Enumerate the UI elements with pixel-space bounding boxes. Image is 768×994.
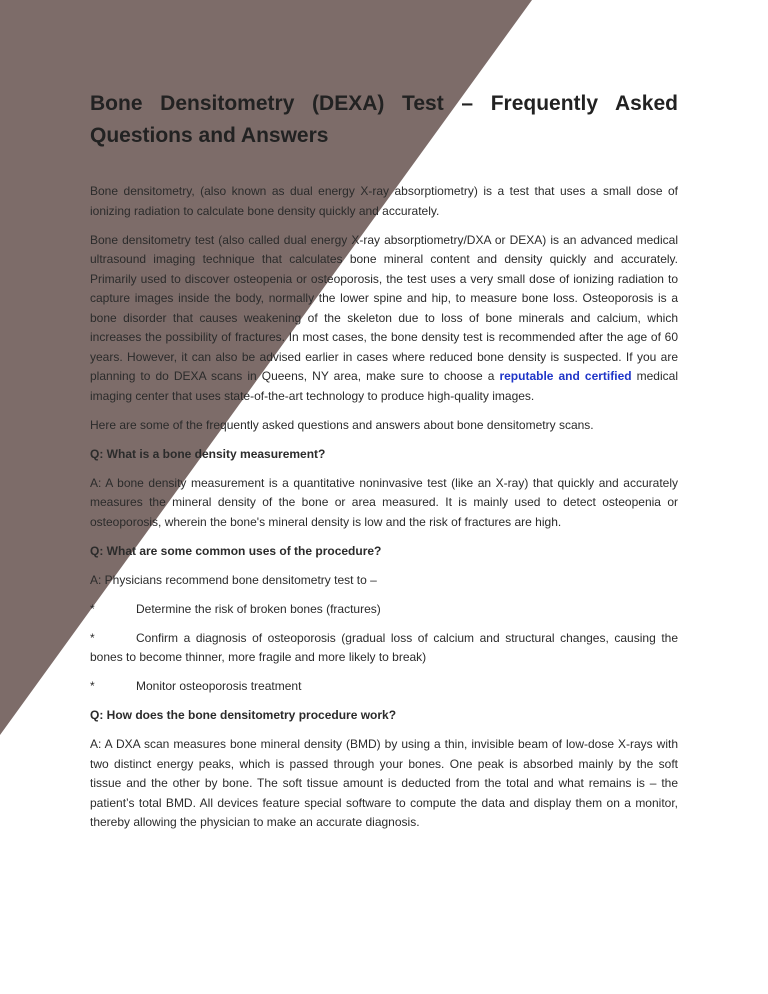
reputable-certified-link[interactable]: reputable and certified	[499, 369, 632, 383]
document-body	[90, 88, 678, 842]
answer-2: A: Physicians recommend bone densitometry test to –	[90, 572, 377, 587]
question-2: Q: What are some common uses of the procedure?	[90, 543, 382, 558]
overview-paragraph	[90, 231, 678, 407]
faq-intro-paragraph: Here are some of the frequently asked questions and answers about bone densitometry scans.	[90, 417, 594, 432]
bullet-marker: *	[90, 630, 95, 645]
bullet-item	[90, 677, 678, 697]
bullet-marker: *	[90, 601, 95, 616]
bullet-marker: *	[90, 679, 95, 693]
answer-1: A: A bone density measurement is a quantitative noninvasive test (like an X-ray) that quickly and accurately measures the mineral density of the bone or area measured. It is mainly used to detect osteopenia or osteoporosis, wherein the bone's mineral density is low and the risk of fractures are high.	[90, 475, 678, 529]
question-3: Q: How does the bone densitometry procedure work?	[90, 708, 397, 722]
answer-3: A: A DXA scan measures bone mineral density (BMD) by using a thin, invisible beam of low-dose X-rays with two distinct energy peaks, which is passed through your bones. One peak is absorbed mainly by the soft tissue and the other by bone. The soft tissue amount is deducted from the total and what remains is – the patient’s total BMD. All devices feature special software to compute the data and display them on a monitor, thereby allowing the physician to make an accurate diagnosis.	[90, 737, 678, 829]
overview-text-end: medical imaging center that uses state-of-the-art technology to produce high-quality images.	[90, 369, 678, 403]
bullet-text: Confirm a diagnosis of osteoporosis (gradual loss of calcium and structural changes, causing the bones to become thinner, more fragile and more likely to break)	[90, 630, 678, 664]
bullet-text: Determine the risk of broken bones (fractures)	[136, 601, 381, 616]
bullet-text: Monitor osteoporosis treatment	[136, 679, 302, 693]
page-title: Bone Densitometry (DEXA) Test – Frequently Asked Questions and Answers	[90, 92, 678, 147]
bullet-item	[90, 600, 678, 620]
overview-text-start: Bone densitometry test (also called dual energy X-ray absorptiometry/DXA or DEXA) is an advanced medical ultrasound imaging technique that calculates bone mineral content and density quickly and accurately. Primarily used to discover osteopenia or osteoporosis, the test uses a very small dose of ionizing radiation to capture images inside the body, normally the lower spine and hip, to measure bone loss. Osteoporosis is a bone disorder that causes weakening of the skeleton due to loss of bone minerals and calcium, which increases the possibility of fractures. In most cases, the bone density test is recommended after the age of 60 years. However, it can also be advised earlier in cases where reduced bone density is suspected. If you are planning to do DEXA scans in Queens, NY area, make sure to choose a	[90, 232, 678, 383]
question-1: Q: What is a bone density measurement?	[90, 446, 326, 461]
bullet-item	[90, 629, 678, 668]
intro-paragraph: Bone densitometry, (also known as dual energy X-ray absorptiometry) is a test that uses a small dose of ionizing radiation to calculate bone density quickly and accurately.	[90, 184, 678, 218]
